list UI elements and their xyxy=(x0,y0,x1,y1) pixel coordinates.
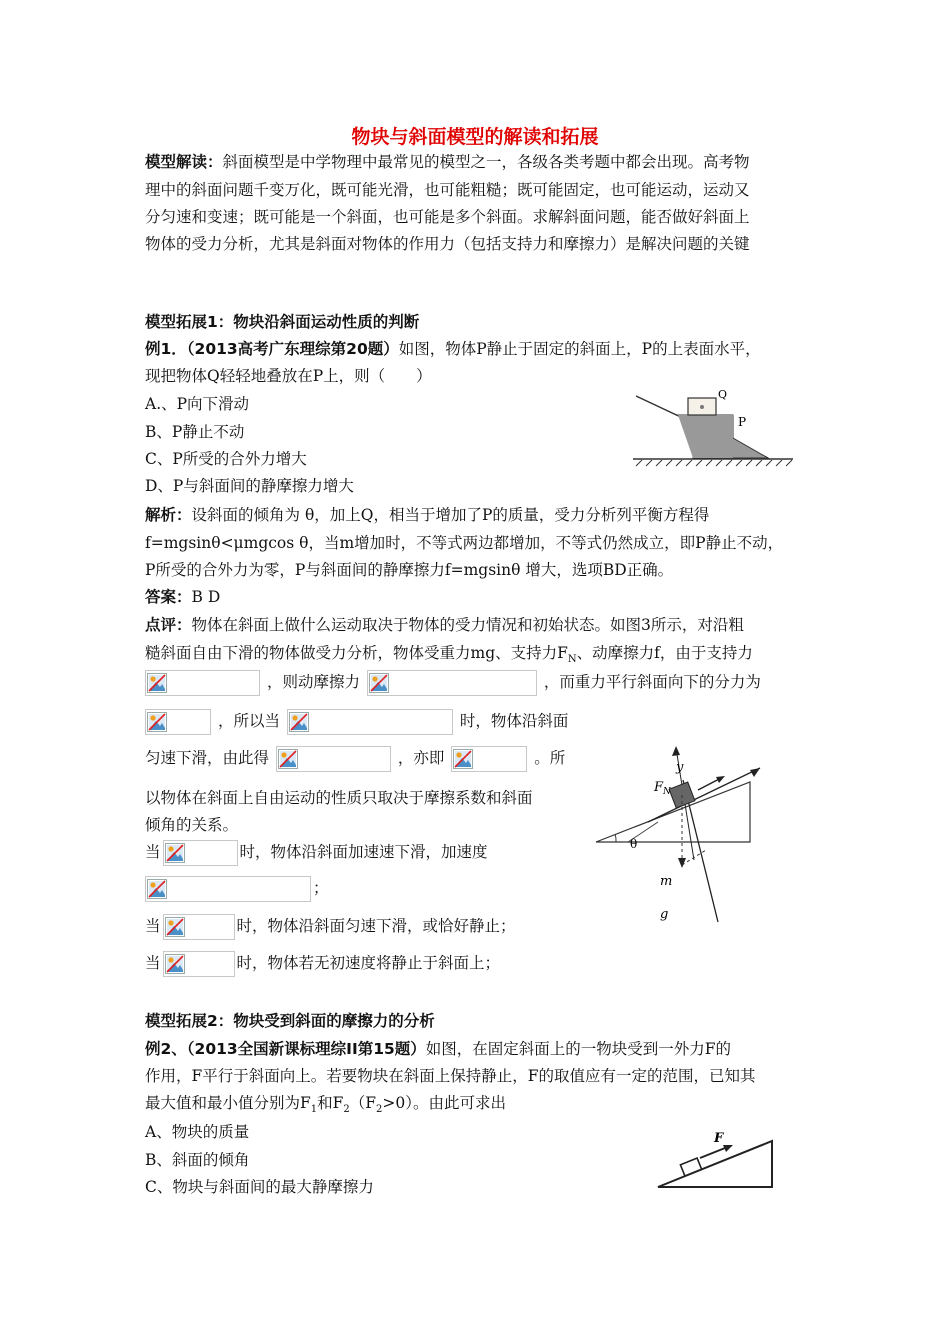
analysis-label: 解析： xyxy=(145,506,192,524)
formula-image-icon xyxy=(165,917,185,937)
example2-option-a: A、物块的质量 xyxy=(145,1123,250,1141)
example1-label: 例1．（2013高考广东理综第20题） xyxy=(145,340,399,358)
comment-label: 点评： xyxy=(145,616,192,634)
formula-image xyxy=(276,746,391,772)
formula-image-icon xyxy=(289,712,309,732)
label-q: Q xyxy=(718,388,728,401)
formula-image-icon xyxy=(278,749,298,769)
label-p: P xyxy=(738,415,747,429)
formula-image-icon xyxy=(147,879,167,899)
answer-value: B D xyxy=(191,588,221,606)
comment-line-1: 点评：物体在斜面上做什么运动取决于物体的受力情况和初始状态。如图3所示，对沿粗 xyxy=(145,616,744,634)
intro-line-3: 分匀速和变速；既可能是一个斜面，也可能是多个斜面。求解斜面问题，能否做好斜面上 xyxy=(145,208,750,226)
comment-line-2: 糙斜面自由下滑的物体做受力分析，物体受重力mg、支持力$F_N$、动摩擦力f，由于支持力 xyxy=(145,644,753,666)
comment-line-11: 当 时，物体若无初速度将静止于斜面上； xyxy=(145,951,500,977)
comment-line-10: 当 时，物体沿斜面匀速下滑，或恰好静止； xyxy=(145,914,516,940)
formula-image xyxy=(163,840,238,866)
section2-heading: 模型拓展2：物块受到斜面的摩擦力的分析 xyxy=(145,1012,435,1030)
label-theta: θ xyxy=(630,837,638,851)
label-y: y xyxy=(676,760,684,775)
example2-option-c: C、物块与斜面间的最大静摩擦力 xyxy=(145,1178,374,1196)
intro-line-1: 模型解读：斜面模型是中学物理中最常见的模型之一，各级各类考题中都会出现。高考物 xyxy=(145,153,750,171)
intro-line-2: 理中的斜面问题千变万化，既可能光滑，也可能粗糙；既可能固定，也可能运动，运动又 xyxy=(145,181,750,199)
comment-line-5: 匀速下滑，由此得 ，亦即 。所 xyxy=(145,746,565,772)
label-g: g xyxy=(660,907,669,922)
comment-line-9: ； xyxy=(143,876,329,902)
formula-image-icon xyxy=(165,954,185,974)
comment-line-4: ，所以当 时，物体沿斜面 xyxy=(143,709,568,735)
formula-image xyxy=(367,670,537,696)
incline-figure-2 xyxy=(652,1128,782,1192)
answer-line xyxy=(145,585,220,607)
force-diagram-figure xyxy=(588,740,788,925)
example2-option-b: B、斜面的倾角 xyxy=(145,1151,250,1169)
comment-line-3: ，则动摩擦力 ，而重力平行斜面向下的分力为 xyxy=(143,670,761,696)
example1-option-c: C、P所受的合外力增大 xyxy=(145,450,307,468)
label-m: m xyxy=(660,874,673,889)
formula-image xyxy=(145,709,211,735)
formula-image xyxy=(145,876,311,902)
example2-label: 例2、（2013全国新课标理综II第15题） xyxy=(145,1040,426,1058)
formula-image-icon xyxy=(453,749,473,769)
formula-image xyxy=(287,709,453,735)
intro-label: 模型解读： xyxy=(145,153,223,171)
comment-line-8: 当 时，物体沿斜面加速速下滑，加速度 xyxy=(145,840,488,866)
formula-image xyxy=(163,951,235,977)
analysis-line-3: P所受的合外力为零，P与斜面间的静摩擦力f=mgsinθ 增大，选项BD正确。 xyxy=(145,561,674,579)
formula-image xyxy=(145,670,260,696)
example1-line-1: 例1．（2013高考广东理综第20题）如图，物体P静止于固定的斜面上，P的上表面水平， xyxy=(145,340,761,358)
example2-line-2: 作用，F平行于斜面向上。若要物块在斜面上保持静止，F的取值应有一定的范围，已知其 xyxy=(145,1067,756,1085)
formula-image-icon xyxy=(165,843,185,863)
example1-option-d: D、P与斜面间的静摩擦力增大 xyxy=(145,477,354,495)
comment-line-6: 以物体在斜面上自由运动的性质只取决于摩擦系数和斜面 xyxy=(145,789,533,807)
page-title: 物块与斜面模型的解读和拓展 xyxy=(351,126,599,148)
section1-heading: 模型拓展1：物块沿斜面运动性质的判断 xyxy=(145,313,420,331)
formula-image xyxy=(163,914,235,940)
example1-option-a: A.、P向下滑动 xyxy=(145,395,250,413)
answer-label: 答案： xyxy=(145,588,192,606)
intro-line-4: 物体的受力分析，尤其是斜面对物体的作用力（包括支持力和摩擦力）是解决问题的关键 xyxy=(145,235,750,253)
example2-line-1: 例2、（2013全国新课标理综II第15题）如图，在固定斜面上的一物块受到一外力F的 xyxy=(145,1040,732,1058)
label-fn: $F_N$ xyxy=(654,780,671,797)
example1-line-2: 现把物体Q轻轻地叠放在P上，则（ ） xyxy=(145,367,432,385)
example2-line-3: 最大值和最小值分别为$F_1$和$F_2(F_2>0)$。由此可求出 xyxy=(145,1094,507,1116)
incline-figure-1 xyxy=(628,386,798,468)
formula-image-icon xyxy=(147,673,167,693)
formula-image-icon xyxy=(369,673,389,693)
label-f: F xyxy=(714,1131,724,1146)
formula-image-icon xyxy=(147,712,167,732)
analysis-line-1: 解析：设斜面的倾角为 θ，加上Q，相当于增加了P的质量，受力分析列平衡方程得 xyxy=(145,506,710,524)
analysis-line-2: f=mgsinθ<μmgcos θ，当m增加时，不等式两边都增加，不等式仍然成立，即P静止不动， xyxy=(145,534,784,552)
example1-option-b: B、P静止不动 xyxy=(145,423,245,441)
comment-line-7: 倾角的关系。 xyxy=(145,816,239,834)
formula-image xyxy=(451,746,527,772)
